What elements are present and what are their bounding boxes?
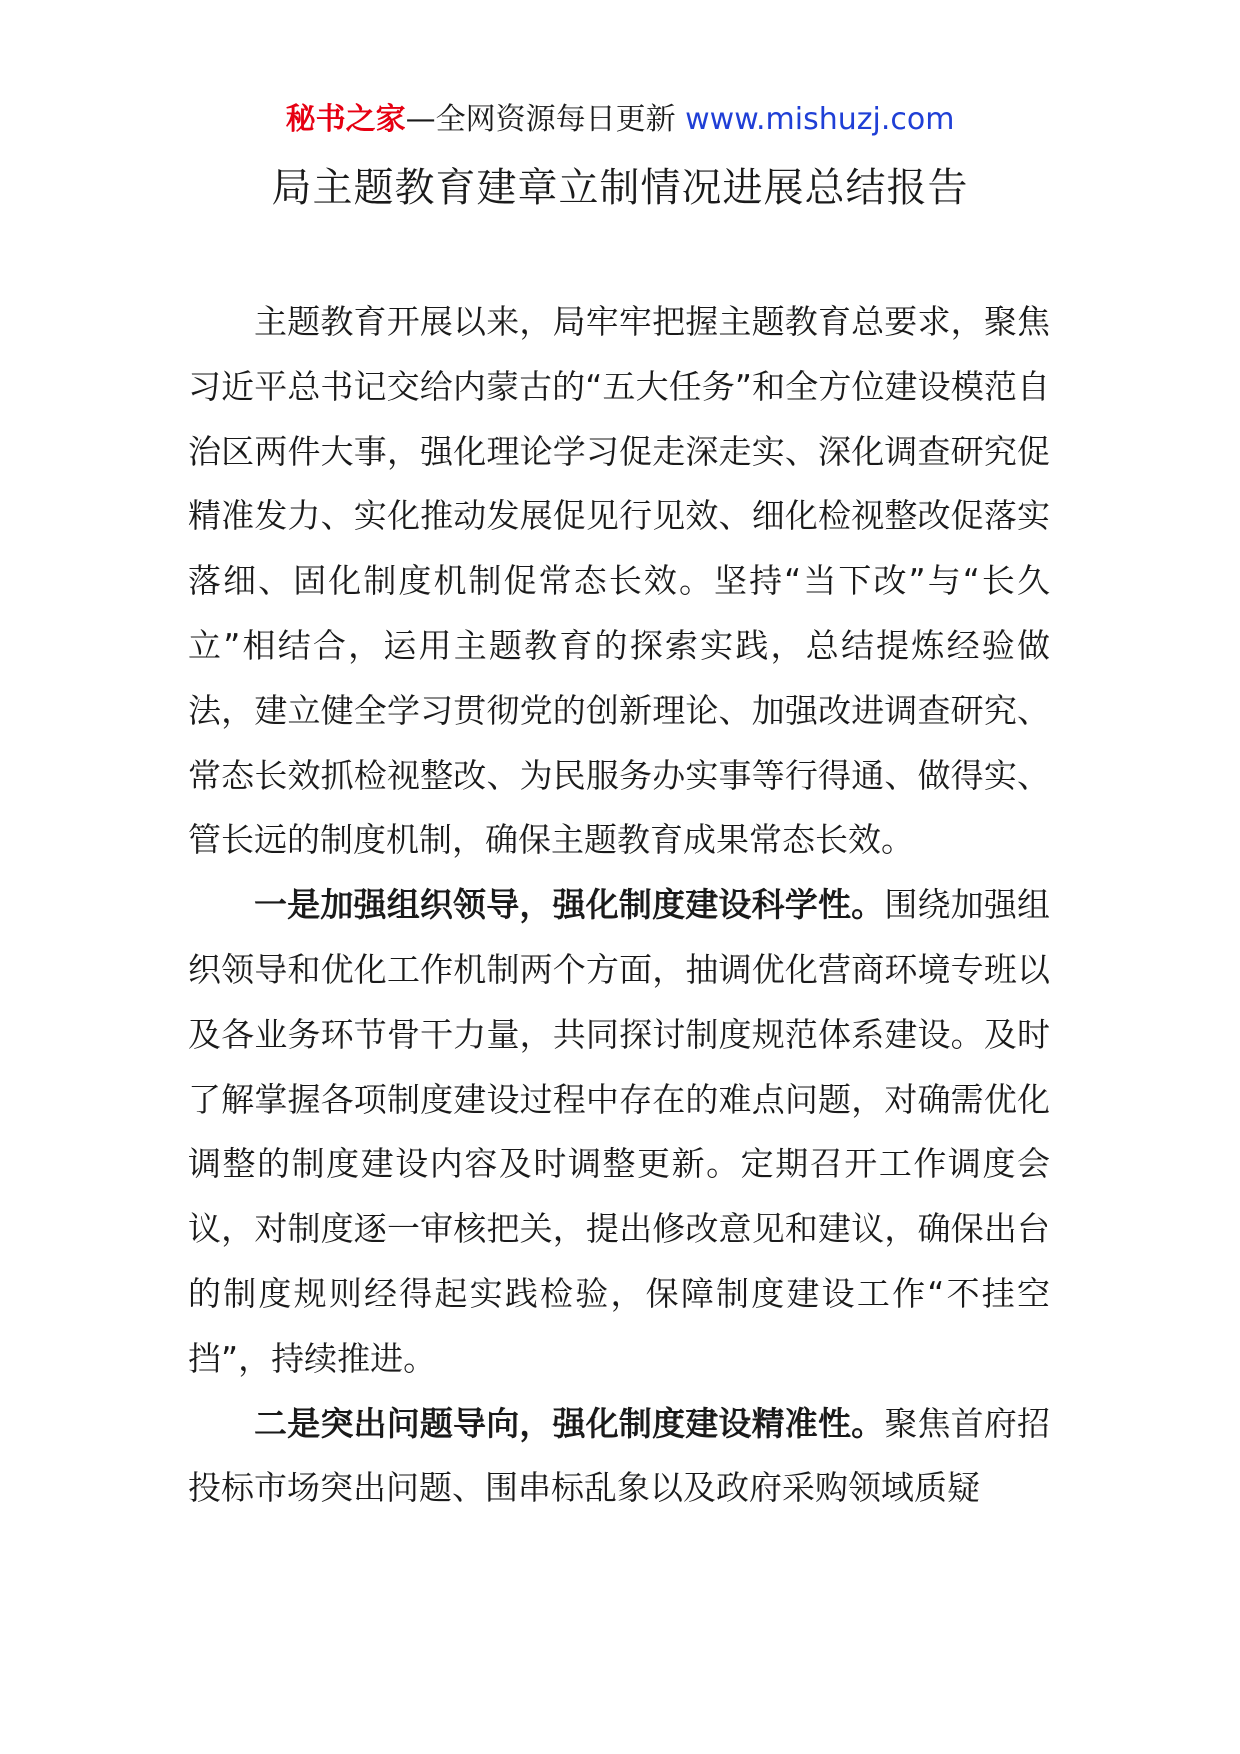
site-header <box>0 98 1240 142</box>
document-title: 局主题教育建章立制情况进展总结报告 <box>271 165 969 211</box>
paragraph-problem-oriented <box>188 1392 1050 1522</box>
paragraph-intro <box>188 290 1050 873</box>
site-url-link[interactable]: www.mishuzj.com <box>685 102 955 137</box>
paragraph-organization <box>188 873 1050 1391</box>
header-tagline: —全网资源每日更新 <box>405 102 676 137</box>
paragraph-text: 聚焦首府招投标市场突出问题、围串标乱象以及政府采购领域质疑 <box>188 1403 1051 1508</box>
paragraph-text: 围绕加强组织领导和优化工作机制两个方面，抽调优化营商环境专班以及各业务环节骨干力量，共同探讨制度规范体系建设。及时了解掌握各项制度建设过程中存在的难点问题，对确需优化调整的制度建设内容及时调整更新。定期召开工作调度会议，对制度逐一审核把关，提出修改意见和建议，确保出台的制度规则经得起实践检验，保障制度建设工作“不挂空挡”，持续推进。 <box>188 885 1051 1378</box>
paragraph-lead: 二是突出问题导向，强化制度建设精准性。 <box>254 1403 885 1443</box>
brand-name: 秘书之家 <box>285 102 406 137</box>
paragraph-lead: 一是加强组织领导，强化制度建设科学性。 <box>254 885 885 925</box>
paragraph-text: 主题教育开展以来，局牢牢把握主题教育总要求，聚焦习近平总书记交给内蒙古的“五大任务”和全方位建设模范自治区两件大事，强化理论学习促走深走实、深化调查研究促精准发力、实化推动发展促见行见效、细化检视整改促落实落细、固化制度机制促常态长效。坚持“当下改”与“长久立”相结合，运用主题教育的探索实践，总结提炼经验做法，建立健全学习贯彻党的创新理论、加强改进调查研究、常态长效抓检视整改、为民服务办实事等行得通、做得实、管长远的制度机制，确保主题教育成果常态长效。 <box>188 302 1050 860</box>
document-body <box>188 290 1050 1521</box>
